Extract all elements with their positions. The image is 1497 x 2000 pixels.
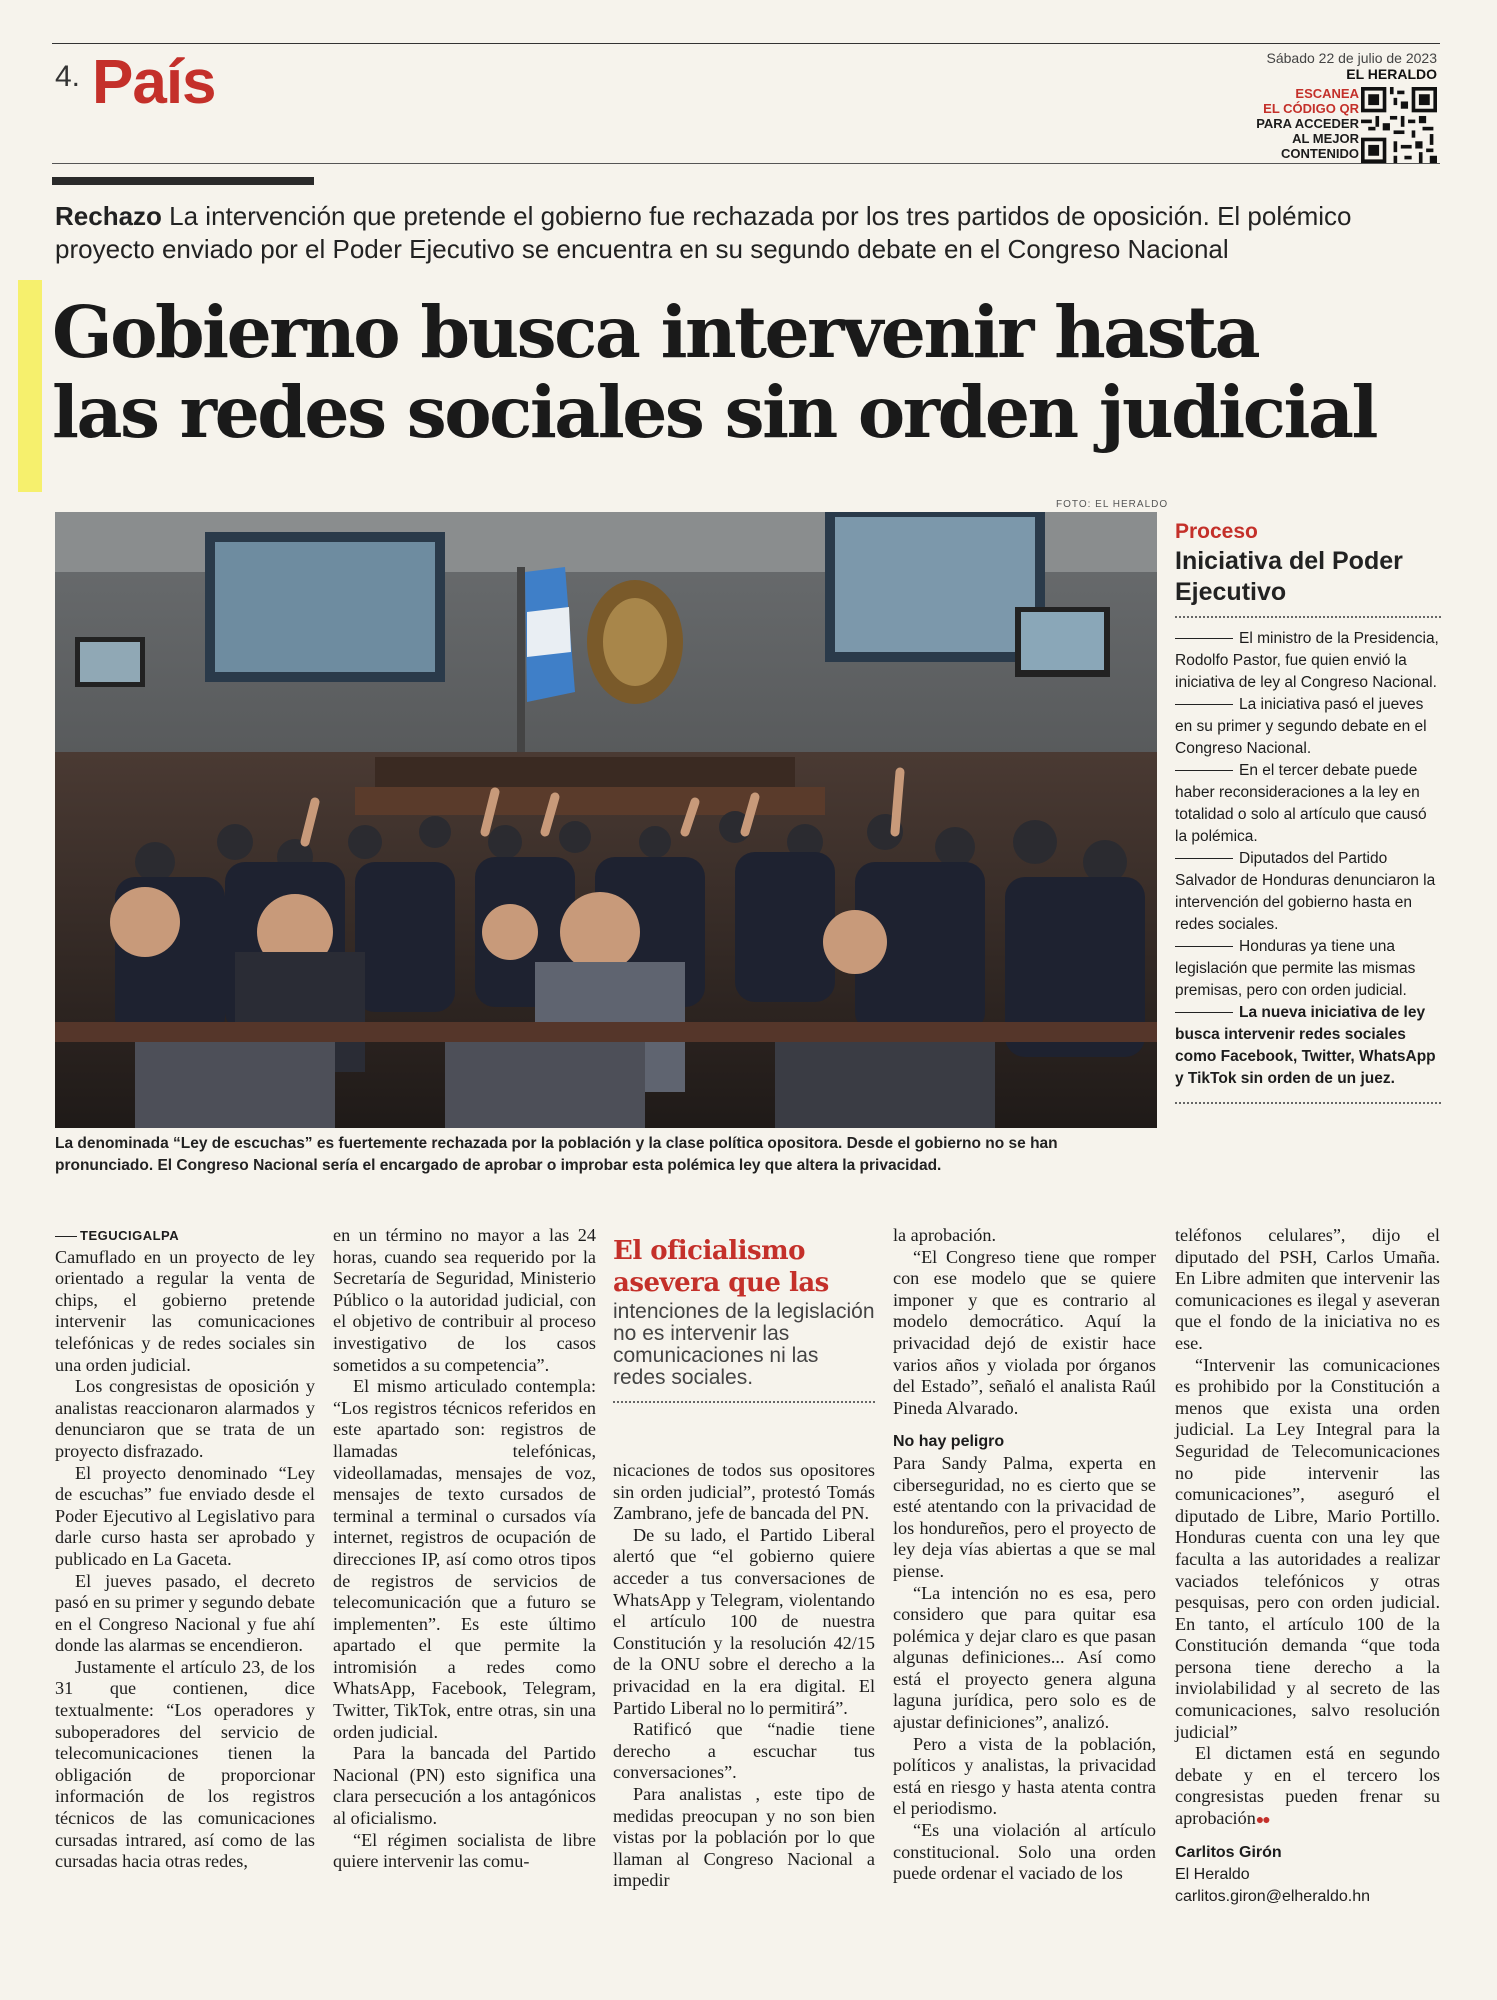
paragraph: la aprobación. — [893, 1225, 997, 1245]
item-dash — [1175, 704, 1233, 705]
author-email[interactable]: carlitos.giron@elheraldo.hn — [1175, 1887, 1371, 1905]
sidebar-item — [1175, 760, 1441, 848]
sidebar-box — [1175, 520, 1441, 1104]
qr-code[interactable] — [1361, 87, 1437, 163]
sidebar-item-text: La iniciativa pasó el jueves en su primer y segundo debate en el Congreso Nacional. — [1175, 696, 1427, 757]
dateline — [55, 1225, 315, 1247]
headline-line: Gobierno busca intervenir hasta — [52, 290, 1259, 374]
paragraph: “La intención no es esa, pero considero que para quitar esa polémica y dejar claro es que pasan algunas definiciones... Así como está el proyecto genera alguna laguna jurídica, pero solo es de ajustar definiciones”, analizó. — [893, 1582, 1156, 1733]
sidebar-title: Iniciativa del Poder Ejecutivo — [1175, 547, 1403, 606]
sidebar-divider — [1175, 1102, 1441, 1104]
end-mark-icon: ●● — [1255, 1813, 1269, 1829]
author-name: Carlitos Girón — [1175, 1843, 1282, 1861]
body-column-5 — [1175, 1225, 1440, 1908]
qr-prompt-line: PARA ACCEDER — [1256, 116, 1359, 131]
paragraph: El jueves pasado, el decreto pasó en su primer y segundo debate en el Congreso Nacional y fue ahí donde las alarmas se encendieron. — [55, 1570, 315, 1656]
sidebar-item — [1175, 848, 1441, 936]
paragraph: “El régimen socialista de libre quiere intervenir las comu- — [333, 1829, 596, 1872]
article-kicker — [55, 200, 1445, 266]
paragraph: De su lado, el Partido Liberal alertó que “el gobierno quiere acceder a tus conversaciones de WhatsApp y Telegram, violentando el artículo 100 de nuestra Constitución y la resolución 42/15 de la ONU sobre el derecho a la privacidad en la era digital. El Partido Liberal no lo permitirá”. — [613, 1524, 875, 1718]
paragraph: nicaciones de todos sus opositores sin orden judicial”, protestó Tomás Zambrano, jefe de bancada del PN. — [613, 1460, 875, 1524]
sidebar-item — [1175, 1002, 1441, 1090]
pull-quote-body: intenciones de la legislación no es intervenir las comunicaciones ni las redes sociales. — [613, 1300, 875, 1389]
qr-prompt-line: EL CÓDIGO QR — [1263, 101, 1359, 116]
paragraph: Los congresistas de oposición y analistas reaccionaron alarmados y denunciaron que se trata de un proyecto disfrazado. — [55, 1376, 315, 1461]
dateline-rule — [55, 1236, 77, 1237]
paragraph: Para la bancada del Partido Nacional (PN) esto significa una clara persecución a los antagónicos al oficialismo. — [333, 1743, 596, 1829]
paragraph: teléfonos celulares”, dijo el diputado del PSH, Carlos Umaña. En Libre admiten que intervenir las comunicaciones es ilegal y aseveran que el fondo de la iniciativa no es ese. — [1175, 1225, 1440, 1353]
item-dash — [1175, 946, 1233, 947]
paragraph: Para Sandy Palma, experta en ciberseguridad, no es cierto que se esté atentando con la privacidad de los hondureños, pero el proyecto de ley deja vías abiertas a que se mal piense. — [893, 1452, 1156, 1581]
sidebar-item — [1175, 694, 1441, 760]
section-underline — [52, 177, 314, 185]
body-column-1 — [55, 1225, 315, 1873]
paragraph: en un término no mayor a las 24 horas, cuando sea requerido por la Secretaría de Seguridad, Ministerio Público o la autoridad judicial, con el objetivo de contribuir al proceso investigativo de los casos sometidos a su competencia”. — [333, 1225, 596, 1375]
sidebar-item-text: En el tercer debate puede haber reconsideraciones a la ley en totalidad o solo al artículo que causó la polémica. — [1175, 762, 1427, 845]
kicker-text: La intervención que pretende el gobierno fue rechazada por los tres partidos de oposición. El polémico proyecto enviado por el Poder Ejecutivo se encuentra en su segundo debate en el Congreso Nacional — [55, 201, 1352, 264]
author-outlet: El Heraldo — [1175, 1865, 1250, 1883]
sidebar-list — [1175, 628, 1441, 1090]
page-number: 4. — [55, 60, 81, 93]
dateline-text: TEGUCIGALPA — [80, 1228, 180, 1243]
sidebar-item-text: Diputados del Partido Salvador de Honduras denunciaron la intervención del gobierno hasta en redes sociales. — [1175, 850, 1436, 933]
issue-date: Sábado 22 de julio de 2023 — [1266, 50, 1437, 66]
photo-caption: La denominada “Ley de escuchas” es fuertemente rechazada por la población y la clase política opositora. Desde el gobierno no se han pronunciado. El Congreso Nacional sería el encargado de aprobar o improbar esta polémica ley que altera la privacidad. — [55, 1135, 1058, 1174]
section-name: País — [92, 48, 216, 117]
congress-session-photo — [55, 512, 1157, 1128]
sidebar-item — [1175, 628, 1441, 694]
photo-credit: FOTO: EL HERALDO — [1056, 499, 1169, 510]
paragraph: El proyecto denominado “Ley de escuchas” fue enviado desde el Poder Ejecutivo al Legislativo para darle curso hasta ser aprobado y publicado en La Gaceta. — [55, 1462, 315, 1569]
qr-prompt — [1256, 86, 1359, 161]
item-dash — [1175, 770, 1233, 771]
highlighter-mark — [18, 280, 42, 492]
qr-prompt-line: AL MEJOR — [1292, 131, 1359, 146]
sidebar-item-text: El ministro de la Presidencia, Rodolfo Pastor, fue quien envió la iniciativa de ley al Congreso Nacional. — [1175, 630, 1439, 691]
headline-line: las redes sociales sin orden judicial — [52, 370, 1376, 454]
item-dash — [1175, 858, 1233, 859]
paragraph: Pero a vista de la población, políticos y analistas, la privacidad está en riesgo y hasta atenta contra el periodismo. — [893, 1733, 1156, 1819]
kicker-label: Rechazo — [55, 201, 162, 231]
paragraph: Camuflado en un proyecto de ley orientado a regular la venta de chips, el gobierno pretende intervenir las comunicaciones telefónicas y de redes sociales sin una orden judicial. — [55, 1246, 315, 1375]
qr-prompt-line: CONTENIDO — [1281, 146, 1359, 161]
top-rule — [52, 43, 1440, 44]
sidebar-divider — [1175, 616, 1441, 618]
paragraph — [1175, 1743, 1440, 1831]
headline — [52, 292, 1452, 452]
body-column-4 — [893, 1225, 1156, 1885]
item-dash — [1175, 1012, 1233, 1013]
paragraph: “Intervenir las comunicaciones es prohibido por la Constitución a menos que exista una orden judicial. La Ley Integral para la Seguridad de Telecomunicaciones no pide intervenir las comunicaciones”, aseguró el diputado de Libre, Mario Portillo. Honduras cuenta con una ley que faculta a las autoridades a realizar vaciados telefónicos y otras pesquisas, pero con orden judicial. En tanto, el artículo 100 de la Constitución demanda “que toda persona tiene derecho a la inviolabilidad y al secreto de las comunicaciones, salvo resolución judicial” — [1175, 1354, 1440, 1742]
body-column-3 — [613, 1460, 875, 1892]
sidebar-item-text: Honduras ya tiene una legislación que permite las mismas premisas, pero con orden judicial. — [1175, 938, 1416, 999]
subheading: No hay peligro — [893, 1433, 1005, 1451]
paragraph-text: El dictamen está en segundo debate y en el tercero los congresistas pueden frenar su aprobación — [1175, 1743, 1440, 1829]
paragraph: El mismo articulado contempla: “Los registros técnicos referidos en este apartado son: registros de llamadas telefónicas, videollamadas, mensajes de voz, mensajes de texto cursados de terminal a terminal o cursados vía internet, registros de ocupación de direcciones IP, así como otros tipos de registros de servicios de telecomunicación que a futuro se implementen”. Es este último apartado el que permite la intromisión a redes como WhatsApp, Facebook, Telegram, Twitter, TikTok, entre otras, sin una orden judicial. — [333, 1376, 596, 1742]
paragraph: “El Congreso tiene que romper con ese modelo que se quiere imponer y que es contrario al modelo democrático. Aquí la privacidad dejó de existir hace varios años y violada por órganos del Estado”, señaló el analista Raúl Pineda Alvarado. — [893, 1246, 1156, 1418]
paragraph: Para analistas , este tipo de medidas preocupan y no son bien vistas por la población por lo que llaman al Congreso Nacional a impedir — [613, 1783, 875, 1891]
pull-quote — [613, 1235, 875, 1403]
qr-prompt-line: ESCANEA — [1295, 86, 1359, 101]
pull-quote-divider — [613, 1401, 875, 1403]
sidebar-item — [1175, 936, 1441, 1002]
newspaper-name: EL HERALDO — [1346, 66, 1437, 82]
paragraph: Justamente el artículo 23, de los 31 que contienen, dice textualmente: “Los operadores y suboperadores del servicio de telecomunicaciones tienen la obligación de proporcionar información de los registros técnicos de las comunicaciones cursadas intrared, así como de las cursadas hacia otras redes, — [55, 1656, 315, 1872]
header-rule — [52, 163, 1440, 164]
sidebar-kicker: Proceso — [1175, 520, 1258, 543]
pull-quote-lead: El oficialismo asevera que las — [613, 1236, 829, 1298]
author-signature — [1175, 1842, 1440, 1908]
paragraph: “Es una violación al artículo constitucional. Solo una orden puede ordenar el vaciado de los — [893, 1820, 1156, 1884]
paragraph: Ratificó que “nadie tiene derecho a escuchar tus conversaciones”. — [613, 1719, 875, 1783]
sidebar-item-text: La nueva iniciativa de ley busca intervenir redes sociales como Facebook, Twitter, WhatsApp y TikTok sin orden de un juez. — [1175, 1004, 1436, 1087]
item-dash — [1175, 638, 1233, 639]
body-column-2 — [333, 1225, 596, 1873]
